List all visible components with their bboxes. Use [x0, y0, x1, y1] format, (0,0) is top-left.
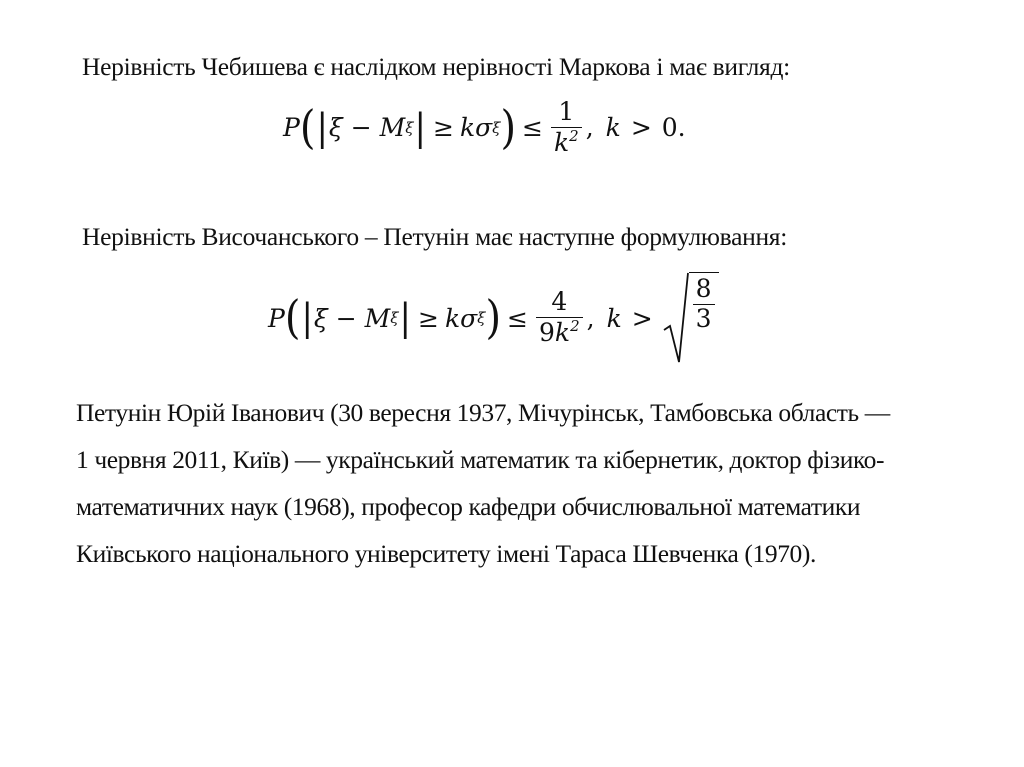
formula-comma: ,: [586, 303, 595, 333]
formula-sigma: σ: [475, 113, 493, 143]
condition-op: >: [630, 113, 652, 143]
formula-leq: ≤: [507, 303, 528, 333]
formula-open-paren: (: [299, 101, 316, 155]
formula-m: M: [379, 113, 406, 143]
formula-m-sub: ξ: [390, 309, 399, 327]
formula-comma: ,: [585, 113, 594, 143]
formula-k: k: [459, 113, 476, 143]
formula-close-paren: ): [485, 291, 502, 345]
condition-var: k: [605, 113, 621, 143]
formula-fraction: [551, 98, 582, 158]
radicand: [689, 272, 719, 364]
formula-p: P: [268, 303, 285, 333]
vp-intro-text: Нерівність Височанського – Петунін має наступне формулювання:: [82, 222, 788, 251]
formula-abs-open: |: [301, 296, 313, 340]
formula-abs-close: |: [414, 105, 426, 150]
formula-sigma-sub: ξ: [477, 309, 486, 327]
formula-sigma: σ: [460, 303, 478, 333]
formula-close-paren: ): [500, 101, 517, 155]
root-fraction: [693, 275, 715, 334]
formula-xi: ξ: [328, 113, 343, 143]
fraction-numerator: 1: [558, 97, 575, 126]
fraction-denominator: $9k^2$: [536, 317, 583, 348]
formula-xi: ξ: [313, 303, 328, 333]
bio-line-4: Київського національного університету імені Тараса Шевченка (1970).: [76, 539, 816, 568]
formula-m-sub: ξ: [405, 118, 414, 137]
formula-sigma-sub: ξ: [492, 118, 501, 137]
root-denominator: 3: [693, 304, 715, 334]
formula-open-paren: (: [284, 291, 301, 345]
condition-op: >: [631, 303, 653, 333]
formula-abs-open: |: [316, 105, 328, 150]
formula-minus: −: [335, 303, 357, 333]
chebyshev-intro-text: Нерівність Чебишева є наслідком нерівності Маркова і має вигляд:: [82, 52, 790, 81]
bio-line-2: 1 червня 2011, Київ) — український математик та кібернетик, доктор фізико-: [76, 445, 885, 474]
square-root: [663, 272, 719, 364]
fraction-denominator: $k^2$: [551, 127, 582, 158]
fraction-numerator: 4: [551, 287, 568, 317]
bio-line-1: Петунін Юрій Іванович (30 вересня 1937, Мічурінськ, Тамбовська область —: [76, 398, 890, 427]
chebyshev-formula: [283, 98, 686, 158]
root-numerator: 8: [695, 274, 712, 303]
condition-var: k: [606, 303, 622, 333]
formula-leq: ≤: [522, 113, 543, 143]
vp-formula: [268, 272, 719, 364]
bio-line-3: математичних наук (1968), професор кафедри обчислювальної математики: [76, 492, 861, 521]
condition-value: 0.: [661, 113, 686, 143]
formula-geq: ≥: [417, 303, 439, 333]
formula-m: M: [364, 303, 391, 333]
formula-minus: −: [350, 113, 372, 143]
formula-p: P: [283, 113, 300, 143]
radical-sign-icon: [663, 272, 689, 364]
formula-k: k: [444, 303, 461, 333]
formula-geq: ≥: [432, 113, 454, 143]
formula-fraction: [536, 288, 583, 348]
formula-abs-close: |: [399, 296, 411, 340]
